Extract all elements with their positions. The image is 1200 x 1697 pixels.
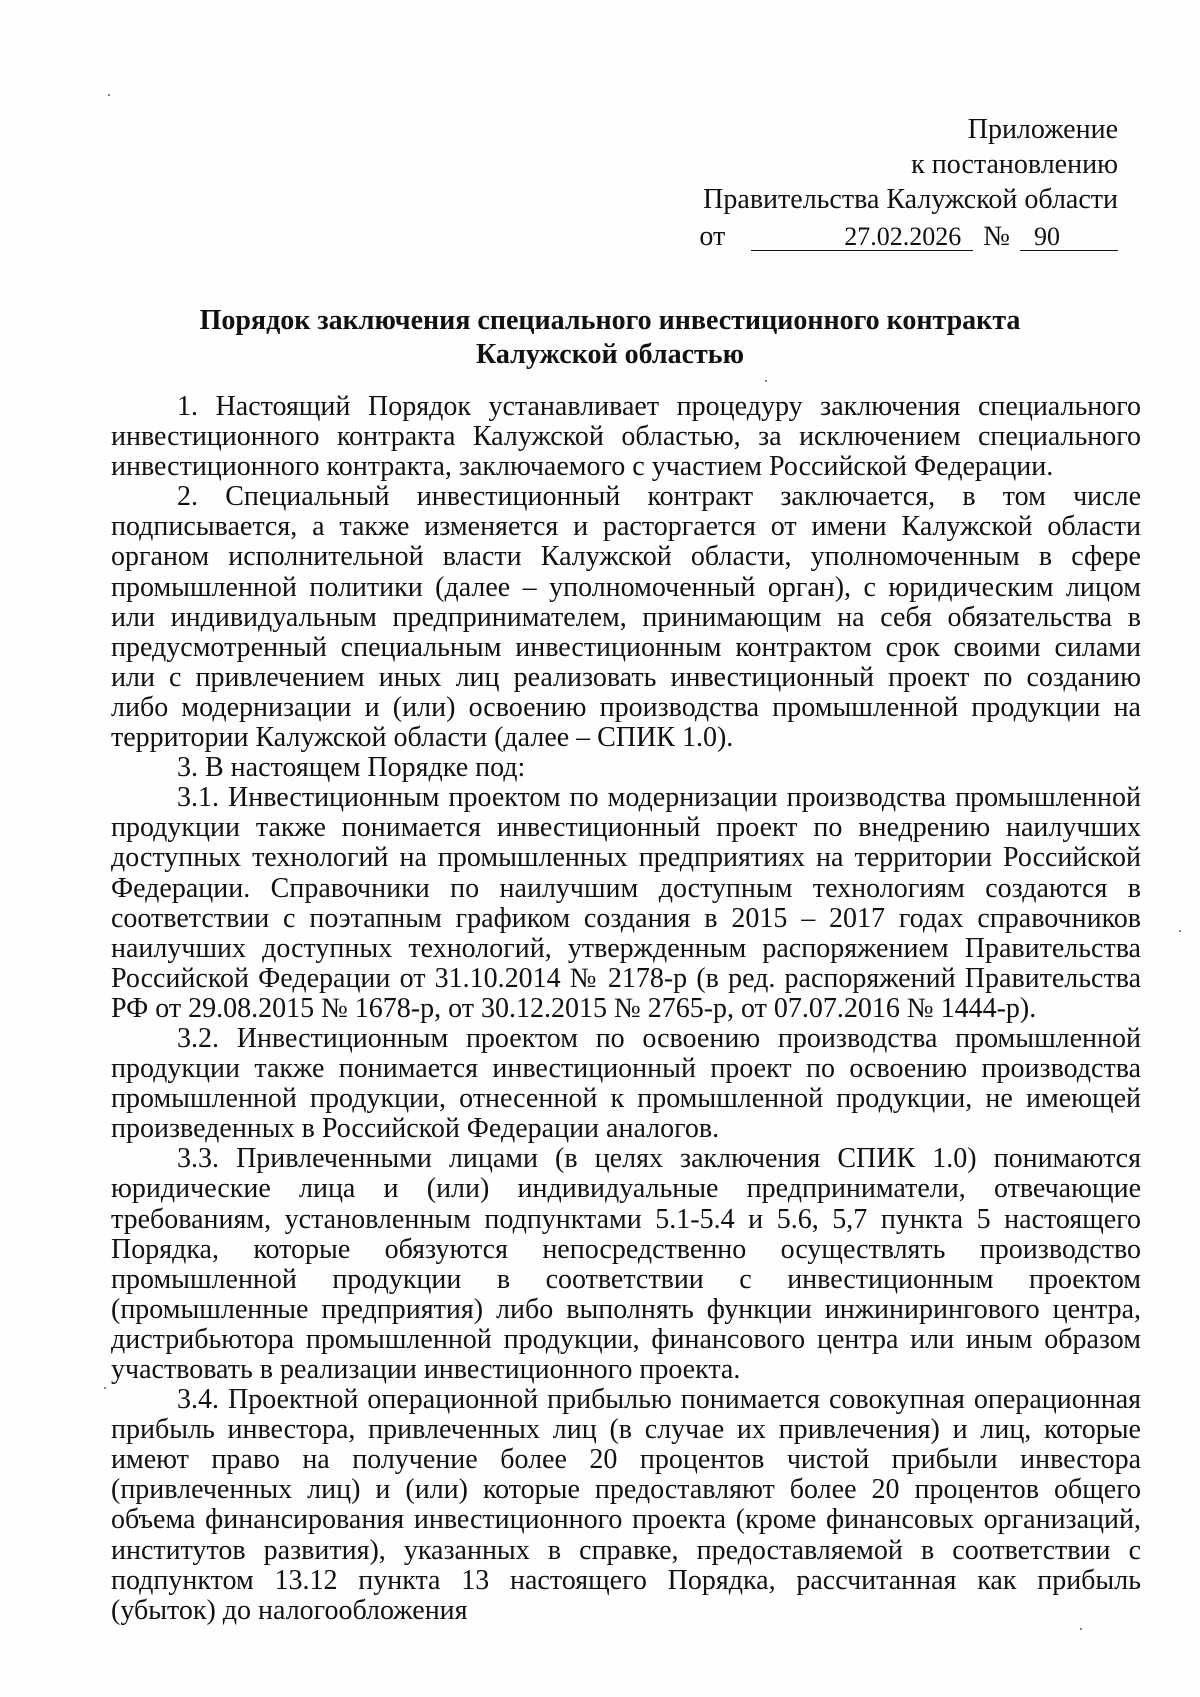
annex-resolution-line: к постановлению xyxy=(911,149,1118,180)
paragraph-3-1: 3.1. Инвестиционным проектом по модернизации производства промышленной продукции также понимается инвестиционный проект по внедрению наилучших доступных технологий на промышленных предприятиях на территории Российской Федерации. Справочники по наилучшим доступным технологиям создаются в соответствии с поэтапным графиком создания в 2015 – 2017 годах справочников наилучших доступных технологий, утвержденным распоряжением Правительства Российской Федерации от 31.10.2014 № 2178-р (в ред. распоряжений Правительства РФ от 29.08.2015 № 1678-р, от 30.12.2015 № 2765-р, от 07.07.2016 № 1444-р). xyxy=(111,782,1141,1024)
scan-speck xyxy=(765,380,767,382)
title-line-1: Порядок заключения специального инвестиционного контракта xyxy=(199,305,1021,336)
annex-title: Приложение xyxy=(967,114,1118,145)
scan-speck xyxy=(1179,930,1181,932)
date-value: 27.02.2026 xyxy=(751,224,973,251)
number-value: 90 xyxy=(1020,224,1118,251)
title-line-2: Калужской областью xyxy=(475,339,745,370)
number-sign: № xyxy=(983,221,1010,252)
paragraph-3-4: 3.4. Проектной операционной прибылью понимается совокупная операционная прибыль инвестора, привлеченных лиц (в случае их привлечения) и лиц, которые имеют право на получение более 20 процентов чистой прибыли инвестора (привлеченных лиц) и (или) которые предоставляют более 20 процентов общего объема финансирования инвестиционного проекта (кроме финансовых организаций, институтов развития), указанных в справке, предоставляемой в соответствии с подпунктом 13.12 пункта 13 настоящего Порядка, рассчитанная как прибыль (убыток) до налогообложения xyxy=(111,1384,1141,1626)
paragraph-2: 2. Специальный инвестиционный контракт заключается, в том числе подписывается, а также изменяется и расторгается от имени Калужской области органом исполнительной власти Калужской области, уполномоченным в сфере промышленной политики (далее – уполномоченный орган), с юридическим лицом или индивидуальным предпринимателем, принимающим на себя обязательства в предусмотренный специальным инвестиционным контрактом срок своими силами или с привлечением иных лиц реализовать инвестиционный проект по созданию либо модернизации и (или) освоению производства промышленной продукции на территории Калужской области (далее – СПИК 1.0). xyxy=(111,481,1141,754)
paragraph-3: 3. В настоящем Порядке под: xyxy=(177,752,526,784)
document-body xyxy=(111,392,1141,1626)
date-label: от xyxy=(699,221,726,252)
scan-speck xyxy=(1080,1628,1082,1630)
annex-block xyxy=(518,112,1118,254)
annex-government-line: Правительства Калужской области xyxy=(703,184,1118,215)
paragraph-3-3: 3.3. Привлеченными лицами (в целях заключения СПИК 1.0) понимаются юридические лица и (или) индивидуальные предприниматели, отвечающие требованиям, установленным подпунктами 5.1-5.4 и 5.6, 5,7 пункта 5 настоящего Порядка, которые обязуются непосредственно осуществлять производство промышленной продукции в соответствии с инвестиционным проектом (промышленные предприятия) либо выполнять функции инжинирингового центра, дистрибьютора промышленной продукции, финансового центра или иным образом участвовать в реализации инвестиционного проекта. xyxy=(111,1143,1141,1385)
scan-speck xyxy=(104,1387,106,1389)
paragraph-1: 1. Настоящий Порядок устанавливает процедуру заключения специального инвестиционного контракта Калужской областью, за исключением специального инвестиционного контракта, заключаемого с участием Российской Федерации. xyxy=(111,391,1141,483)
paragraph-3-2: 3.2. Инвестиционным проектом по освоению производства промышленной продукции также понимается инвестиционный проект по освоению производства промышленной продукции, отнесенной к промышленной продукции, не имеющей произведенных в Российской Федерации аналогов. xyxy=(111,1022,1141,1145)
scan-speck xyxy=(108,94,110,96)
document-title xyxy=(110,304,1110,372)
annex-date-line xyxy=(699,219,1118,254)
